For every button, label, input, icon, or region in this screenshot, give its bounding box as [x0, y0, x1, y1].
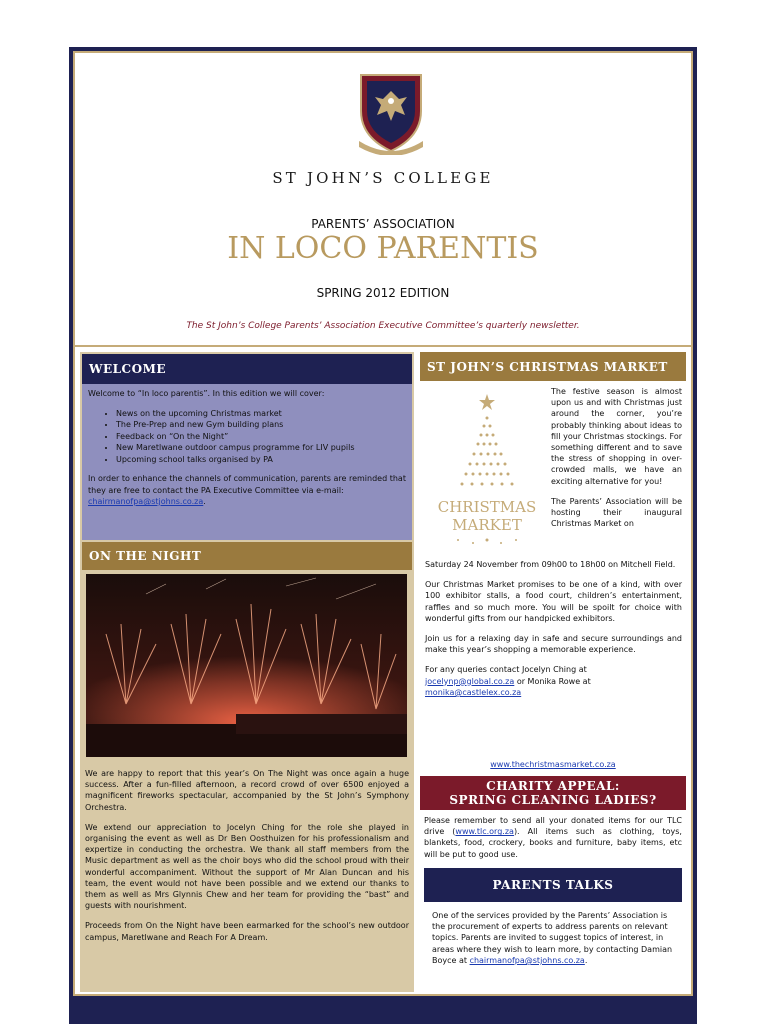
- newsletter-tagline: The St John’s College Parents’ Association Executive Committee’s quarterly newsletter.: [186, 321, 580, 331]
- newsletter-title: IN LOCO PARENTIS: [227, 231, 539, 266]
- article-paragraph: Join us for a relaxing day in safe and secure surroundings and make this year’s shopping a memorable experience.: [425, 634, 682, 655]
- list-item: • The Pre-Prep and new Gym building plans: [116, 419, 406, 431]
- article-paragraph: Saturday 24 November from 09h00 to 18h00 on Mitchell Field.: [425, 560, 676, 569]
- tlc-link[interactable]: www.tlc.org.za: [455, 827, 514, 837]
- parents-talks-text: One of the services provided by the Parents’ Association is the procurement of experts to address parents on relevant topics. Parents are invited to suggest topics of interest, in areas where they wish to learn more, by contacting Damian Boyce at chairmanofpa@stjohns.co.za.: [432, 911, 673, 965]
- on-the-night-article: [85, 768, 409, 952]
- logo-line-1: CHRISTMAS: [437, 498, 537, 516]
- on-the-night-heading: ON THE NIGHT: [82, 542, 412, 570]
- email-link[interactable]: monika@castlelex.co.za: [425, 687, 522, 697]
- charity-appeal-text: Please remember to send all your donated items for our TLC drive (www.tlc.org.za). All items such as clothing, toys, blankets, food, crockery, books and furniture, baby items, etc will be put to good use.: [424, 816, 682, 859]
- list-item: • New Maretlwane outdoor campus programme for LIV pupils: [116, 442, 406, 454]
- article-paragraph: The Parents’ Association will be hosting their inaugural Christmas Market on: [551, 496, 682, 529]
- market-details: [425, 559, 682, 707]
- logo-line-2: MARKET: [452, 516, 522, 534]
- website-link[interactable]: www.thechristmasmarket.co.za: [490, 760, 616, 769]
- welcome-intro: Welcome to “In loco parentis”. In this edition we will cover:: [88, 389, 325, 398]
- article-paragraph: We are happy to report that this year’s On The Night was once again a huge success. After a fun-filled afternoon, a record crowd of over 6500 enjoyed a magnificent fireworks spectacular, accompanied by the St John’s Symphony Orchestra.: [85, 769, 409, 812]
- fireworks-photo: [86, 574, 407, 757]
- welcome-section: [82, 384, 412, 540]
- welcome-topic-list: [88, 408, 406, 466]
- college-name: ST JOHN’S COLLEGE: [272, 169, 494, 187]
- masthead-divider: [75, 345, 691, 347]
- association-label: PARENTS’ ASSOCIATION: [311, 217, 455, 231]
- article-paragraph: Our Christmas Market promises to be one of a kind, with over 100 exhibitor stalls, a food court, children’s entertainment, raffles and so much more. You will be spoilt for choice with wonderful gifts from our handpicked exhibitors.: [425, 580, 682, 623]
- heading-line: SPRING CLEANING LADIES?: [449, 793, 657, 807]
- college-crest-icon: [353, 71, 429, 155]
- list-item: • Upcoming school talks organised by PA: [116, 454, 406, 466]
- contact-email-link[interactable]: chairmanofpa@stjohns.co.za: [88, 497, 204, 506]
- market-queries: For any queries contact Jocelyn Ching at jocelynp@global.co.za or Monika Rowe at monika@castlelex.co.za: [425, 665, 591, 697]
- article-paragraph: Proceeds from On the Night have been earmarked for the school’s new outdoor campus, Maretlwane and Reach For A Dream.: [85, 921, 409, 942]
- welcome-contact: In order to enhance the channels of communication, parents are reminded that they are free to contact the PA Executive Committee via e-mail: chairmanofpa@stjohns.co.za.: [88, 474, 406, 506]
- email-link[interactable]: jocelynp@global.co.za: [425, 676, 515, 686]
- market-website-link: [420, 760, 686, 769]
- article-paragraph: The festive season is almost upon us and with Christmas just around the corner, you’re probably thinking about ideas to fill your Christmas stockings. For something different and to save the stress of shopping in over-crowded malls, we have an exciting alternative for you!: [551, 387, 682, 486]
- parents-talks-heading: PARENTS TALKS: [424, 868, 682, 902]
- market-intro: [551, 386, 682, 538]
- christmas-market-heading: ST JOHN’S CHRISTMAS MARKET: [420, 352, 686, 381]
- list-item: • News on the upcoming Christmas market: [116, 408, 406, 420]
- footer-strip: [73, 996, 693, 1024]
- edition-label: SPRING 2012 EDITION: [316, 286, 450, 300]
- article-paragraph: We extend our appreciation to Jocelyn Ching for the role she played in organising the event as well as Dr Ben Oosthuizen for his professionalism and expertize in conducting the orchestra. We thank all staff members from the Music department as well as the choir boys who did the school proud with their wonderful accompaniment. Without the support of Mr Alan Duncan and his team, the event would not have been possible and we extend our thanks to them as well as Mrs Glynnis Chew and her team for providing the “bast” and guests with nourishment.: [85, 822, 409, 911]
- welcome-heading: WELCOME: [82, 354, 412, 384]
- christmas-market-logo: [428, 388, 546, 550]
- charity-appeal-heading: [420, 776, 686, 810]
- contact-email-link[interactable]: chairmanofpa@stjohns.co.za: [469, 955, 585, 965]
- masthead: [75, 53, 691, 343]
- heading-line: CHARITY APPEAL:: [486, 779, 620, 793]
- list-item: • Feedback on “On the Night”: [116, 431, 406, 443]
